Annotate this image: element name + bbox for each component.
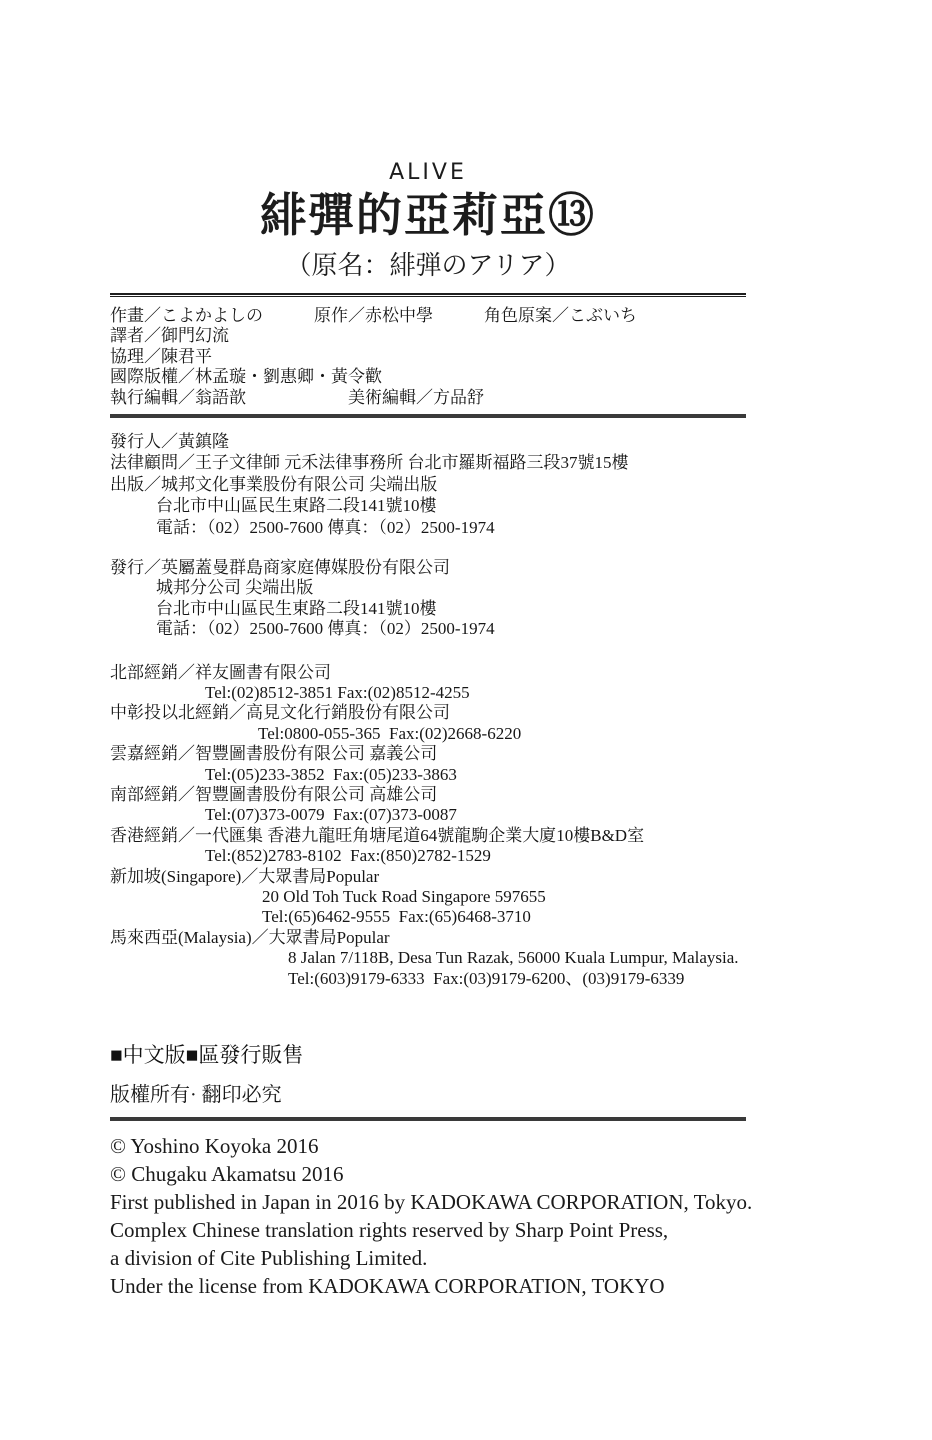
credit-line-coordinator: 協理／陳君平	[110, 346, 212, 366]
issuer-address-line: 台北市中山區民生東路二段141號10樓	[156, 598, 437, 618]
publisher-address-line: 台北市中山區民生東路二段141號10樓	[156, 496, 437, 516]
imprint-label: ALIVE	[389, 160, 467, 185]
publisher-block	[110, 431, 746, 538]
credit-line-intl-rights: 國際版權／林孟璇・劉惠卿・黃令歡	[110, 367, 382, 387]
credit-line-artist: 作畫／こよかよしの 原作／赤松中學 角色原案／こぶいち	[110, 305, 637, 325]
distributor-south-line: 南部經銷／智豐圖書股份有限公司 高雄公司	[110, 785, 438, 804]
distributor-north-line: 北部經銷／祥友圖書有限公司	[110, 662, 331, 682]
title-header	[110, 160, 746, 281]
issuer-line: 發行／英屬蓋曼群島商家庭傳媒股份有限公司	[110, 557, 450, 577]
credit-line-translator: 譯者／御門幻流	[110, 326, 229, 346]
copyright-artist-line: © Yoshino Koyoka 2016	[110, 1134, 319, 1159]
publisher-line: 發行人／黃鎮隆	[110, 431, 229, 451]
issuer-branch-line: 城邦分公司 尖端出版	[156, 578, 314, 598]
credit-line-editors: 執行編輯／翁語歆 美術編輯／方品舒	[110, 387, 484, 407]
publishing-company-line: 出版／城邦文化事業股份有限公司 尖端出版	[110, 474, 438, 494]
distributor-hongkong-line: 香港經銷／一代匯集 香港九龍旺角塘尾道64號龍駒企業大廈10樓B&D室	[110, 825, 645, 845]
issuer-block	[110, 558, 746, 640]
issuer-phone-line: 電話：（02）2500-7600 傳真：（02）2500-1974	[156, 619, 495, 639]
copyright-block	[110, 1132, 753, 1300]
copyright-first-published-line: First published in Japan in 2016 by KADOKAWA CORPORATION, Tokyo.	[110, 1190, 753, 1215]
distributor-singapore-address-line: 20 Old Toh Tuck Road Singapore 597655	[262, 887, 546, 907]
colophon-content	[110, 0, 753, 1300]
copyright-division-line: a division of Cite Publishing Limited.	[110, 1246, 428, 1271]
distributor-malaysia-tel-line: Tel:(603)9179-6333 Fax:(03)9179-6200、(03)9179-6339	[288, 968, 685, 988]
distributor-central-tel-line: Tel:0800-055-365 Fax:(02)2668-6220	[258, 723, 522, 743]
distribution-block	[110, 663, 746, 990]
distributor-yunjia-tel-line: Tel:(05)233-3852 Fax:(05)233-3863	[205, 764, 457, 784]
rights-notice: 版權所有· 翻印必究	[110, 1084, 282, 1107]
copyright-license-line: Under the license from KADOKAWA CORPORATION, TOKYO	[110, 1274, 665, 1299]
distributor-malaysia-address-line: 8 Jalan 7/118B, Desa Tun Razak, 56000 Kuala Lumpur, Malaysia.	[288, 948, 739, 968]
distributor-yunjia-line: 雲嘉經銷／智豐圖書股份有限公司 嘉義公司	[110, 744, 438, 764]
distributor-malaysia-line: 馬來西亞(Malaysia)／大眾書局Popular	[110, 927, 390, 947]
credits-divider-top	[110, 293, 746, 297]
book-title: 緋彈的亞莉亞⑬	[260, 190, 596, 242]
distributor-south-tel-line: Tel:(07)373-0079 Fax:(07)373-0087	[205, 805, 457, 825]
original-title: （原名：緋弾のアリア）	[285, 251, 571, 281]
copyright-author-line: © Chugaku Akamatsu 2016	[110, 1162, 344, 1187]
region-notice: ■中文版■區發行販售	[110, 1043, 304, 1068]
credits-block	[110, 306, 746, 408]
distributor-singapore-line: 新加坡(Singapore)／大眾書局Popular	[110, 866, 380, 886]
distributor-north-tel-line: Tel:(02)8512-3851 Fax:(02)8512-4255	[205, 682, 470, 702]
distributor-singapore-tel-line: Tel:(65)6462-9555 Fax:(65)6468-3710	[262, 907, 531, 927]
legal-advisor-line: 法律顧問／王子文律師 元禾法律事務所 台北市羅斯福路三段37號15樓	[110, 453, 629, 473]
publisher-phone-line: 電話：（02）2500-7600 傳真：（02）2500-1974	[156, 517, 495, 537]
distributor-central-line: 中彰投以北經銷／高見文化行銷股份有限公司	[110, 703, 450, 723]
copyright-divider	[110, 1117, 746, 1121]
copyright-translation-rights-line: Complex Chinese translation rights reserved by Sharp Point Press,	[110, 1218, 669, 1243]
distributor-hongkong-tel-line: Tel:(852)2783-8102 Fax:(850)2782-1529	[205, 846, 491, 866]
credits-divider-bottom	[110, 414, 746, 418]
